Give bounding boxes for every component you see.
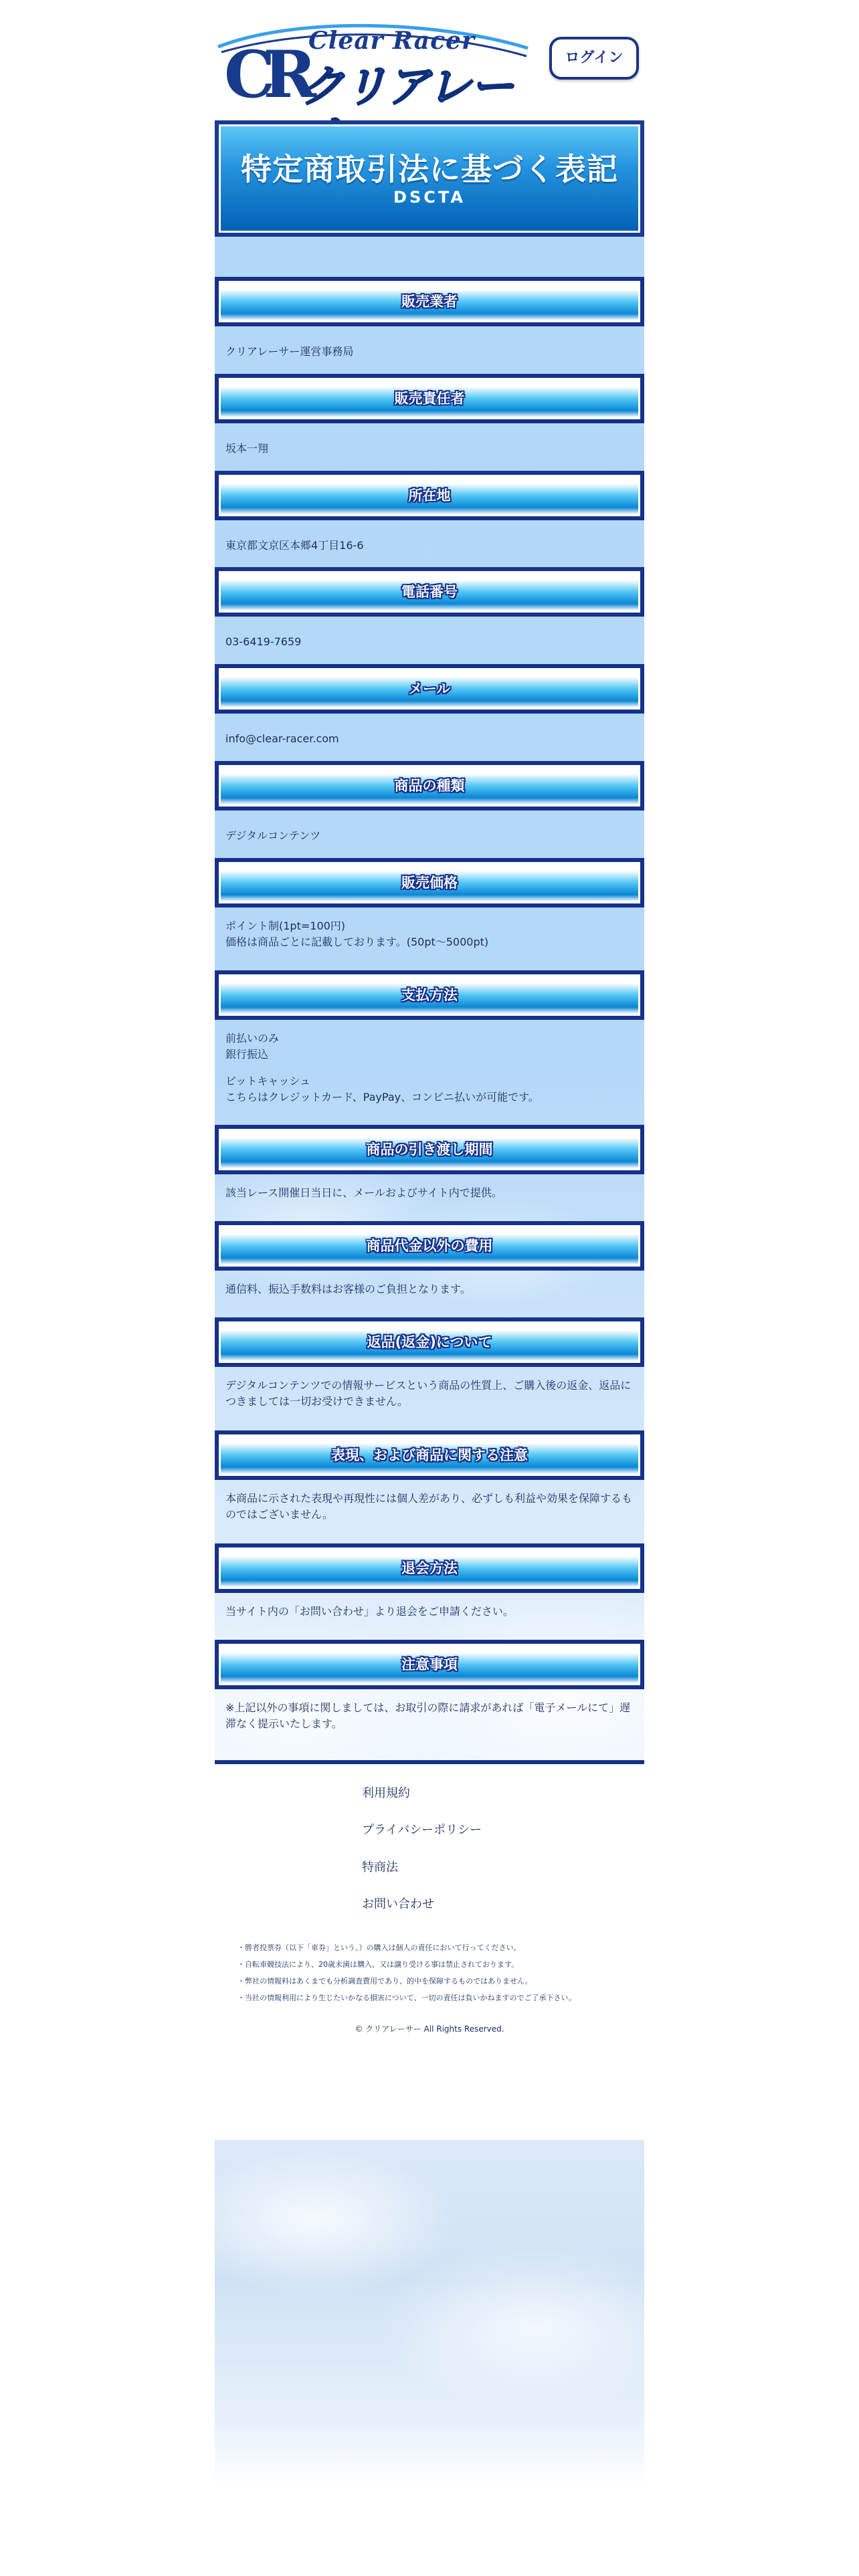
section-text: ビットキャッシュ [225,1075,311,1087]
section-heading [215,1221,644,1271]
hero-banner [215,120,644,237]
section-heading [215,970,644,1020]
site-footer [215,1764,644,2192]
section-body [225,1281,634,1297]
section-text: 当サイト内の「お問い合わせ」より退会をご申請ください。 [225,1605,514,1618]
section-body [225,1700,634,1732]
section-text: 銀行振込 [225,1048,269,1061]
section-heading-label: 表現、および商品に関する注意 [219,1434,640,1476]
section-text: 通信料、振込手数料はお客様のご負担となります。 [225,1283,471,1295]
section-body [225,828,634,844]
section-text: クリアレーサー運営事務局 [225,345,354,358]
section-text: 滞なく提示いたします。 [225,1717,343,1730]
section-text: ポイント制(1pt=100円) [225,920,346,932]
section-heading-label: 販売責任者 [219,378,640,419]
section-body [225,731,634,747]
footer-link-terms[interactable]: 利用規約 [362,1786,410,1800]
section-text: デジタルコンテンツ [225,829,321,842]
sky-background-image [215,2140,644,2488]
section-text: 価格は商品ごとに記載しております。(50pt〜5000pt) [225,936,489,948]
section-heading [215,1640,644,1689]
section-body [225,1185,634,1201]
page [215,0,644,2576]
section-heading-label: 商品の種類 [219,765,640,807]
section-text: こちらはクレジットカード、PayPay、コンビニ払いが可能です。 [225,1091,539,1103]
section-heading [215,1543,644,1593]
login-button[interactable]: ログイン [549,37,639,80]
section-heading-label: メール [219,668,640,710]
section-heading [215,1125,644,1174]
footer-note: ・当社の情報利用により生じたいかなる損害について、一切の責任は負いかねますのでご了承下さい。 [237,1994,576,2002]
section-body [225,1604,634,1620]
section-heading-label: 商品代金以外の費用 [219,1225,640,1267]
section-heading [215,761,644,811]
section-heading [215,374,644,423]
section-text: ※上記以外の事項に関しましては、お取引の際に請求があれば「電子メールにて」遅 [225,1701,631,1714]
page-title: 特定商取引法に基づく表記 [241,151,618,187]
section-heading [215,567,644,617]
footer-note: ・自転車競技法により、20歳未満は購入、又は譲り受ける事は禁止されております。 [237,1960,519,1969]
section-body [225,1031,634,1105]
section-heading-label: 販売価格 [219,862,640,903]
section-heading-label: 電話番号 [219,571,640,613]
copyright: © クリアレーサー All Rights Reserved. [355,2024,504,2034]
footer-link-contact[interactable]: お問い合わせ [362,1897,434,1911]
section-text: 本商品に示された表現や再現性には個人差があり、必ずしも利益や効果を保障するも [225,1492,633,1505]
logo-text: Clear Racer [308,27,475,55]
section-text: info@clear-racer.com [225,732,339,745]
section-heading [215,1430,644,1480]
page-subtitle: DSCTA [393,188,466,207]
section-body [225,918,634,950]
section-body [225,1378,634,1410]
section-text: 坂本一翔 [225,442,269,455]
footer-link-privacy[interactable]: プライバシーポリシー [362,1823,482,1837]
hero-inner [219,124,640,233]
section-body [225,538,634,554]
footer-link-tokushoho[interactable]: 特商法 [362,1860,398,1874]
section-heading [215,858,644,907]
section-text: 前払いのみ [225,1032,280,1045]
section-heading-label: 商品の引き渡し期間 [219,1129,640,1170]
section-text: デジタルコンテンツでの情報サービスという商品の性質上、ご購入後の返金、返品に [225,1379,632,1392]
section-text: のではございません。 [225,1508,333,1521]
section-heading [215,277,644,326]
section-text: 東京都文京区本郷4丁目16-6 [225,539,364,552]
section-body [225,441,634,457]
section-body [225,1491,634,1523]
section-heading-label: 注意事項 [219,1644,640,1685]
section-heading [215,664,644,714]
section-heading-label: 返品(返金)について [219,1321,640,1363]
section-heading-label: 所在地 [219,475,640,516]
section-heading-label: 販売業者 [219,281,640,322]
site-logo[interactable] [215,15,529,112]
logo-mark: CR [224,37,305,112]
footer-note: ・弊社の情報料はあくまでも分析調査費用であり、的中を保障するものではありません。 [237,1977,533,1985]
logo-kana: クリアレー [300,61,513,112]
footer-notes [237,1939,639,2006]
section-heading [215,1317,644,1367]
section-body [225,634,634,650]
site-header [215,0,644,114]
section-text: 03-6419-7659 [225,635,302,648]
footer-note: ・勝者投票券（以下「車券」という。）の購入は個人の責任において行ってください。 [237,1943,521,1952]
section-heading-label: 支払方法 [219,974,640,1016]
legal-notice-content [215,237,644,1764]
section-body [225,344,634,360]
section-text: 該当レース開催日当日に、メールおよびサイト内で提供。 [225,1186,502,1199]
section-heading-label: 退会方法 [219,1547,640,1589]
section-text: つきましては一切お受けできません。 [225,1395,408,1408]
section-heading [215,471,644,520]
